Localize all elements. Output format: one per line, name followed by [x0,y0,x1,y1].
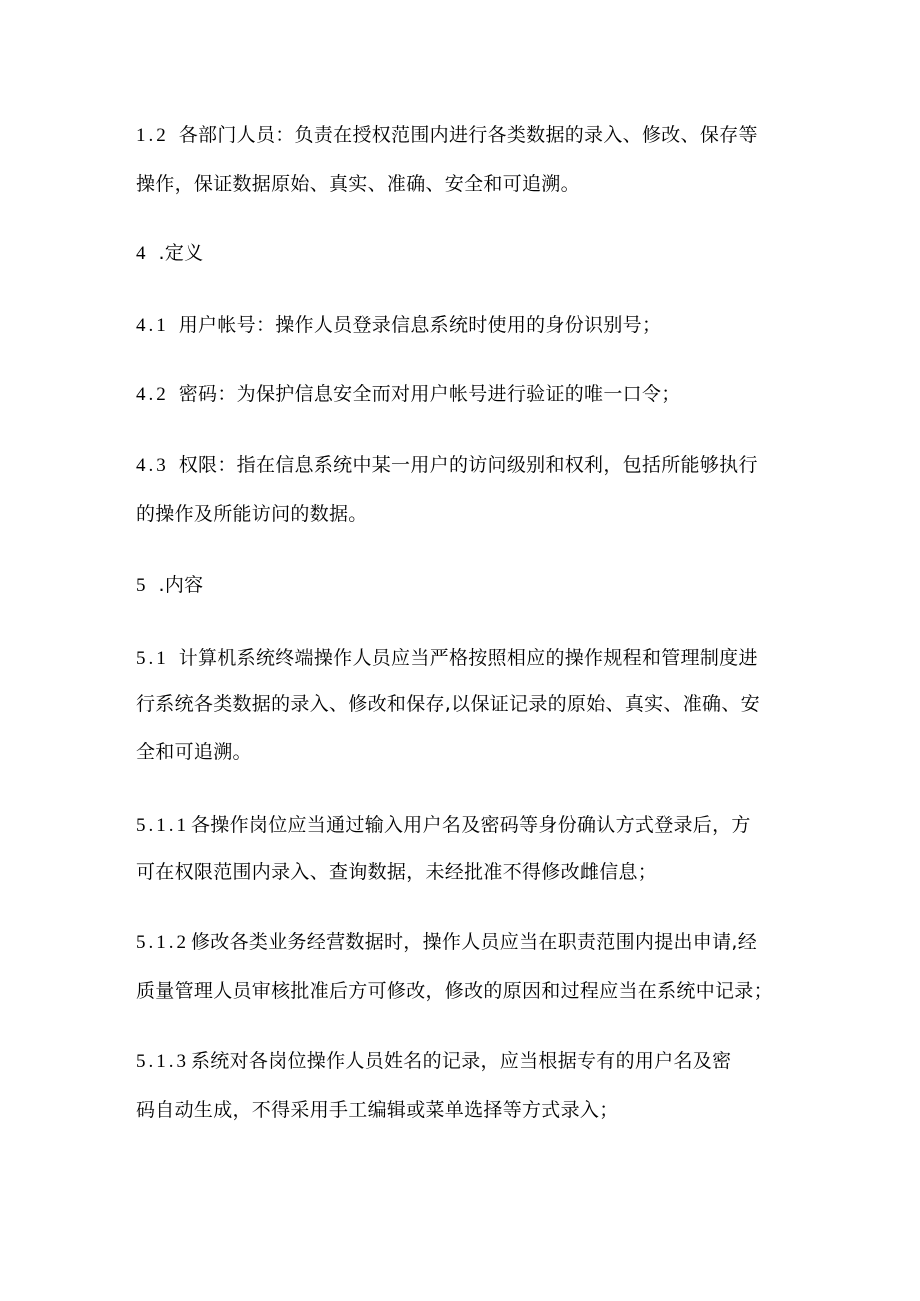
section-number: 4 [136,243,149,264]
section-1-2-line-2 [136,172,580,196]
paragraph-text: 各部门人员：负责在授权范围内进行各类数据的录入、修改、保存等 [178,124,758,146]
section-number: 5.1.1 [136,815,189,836]
paragraph-text: 系统对各岗位操作人员姓名的记录，应当根据专有的用户名及密 [191,1050,732,1072]
section-number: 5.1.2 [136,932,189,953]
paragraph-text: 修改各类业务经营数据时，操作人员应当在职责范围内提出申请,经 [191,931,758,953]
section-5-1-3-line-1 [136,1049,731,1074]
paragraph-text: 码自动生成，不得采用手工编辑或菜单选择等方式录入； [136,1099,619,1121]
section-5-1-3-line-2 [136,1098,619,1122]
section-5-1-1-line-1 [136,813,751,838]
paragraph-text: 密码：为保护信息安全而对用户帐号进行验证的唯一口令； [178,383,681,405]
section-5-1-line-3 [136,740,252,764]
paragraph-text: 质量管理人员审核批准后方可修改，修改的原因和过程应当在系统中记录； [136,980,773,1002]
section-5-heading [136,573,203,598]
section-5-1-1-line-2 [136,860,657,884]
section-number: 1.2 [136,125,169,146]
section-4-heading [136,241,203,266]
section-4-3-line-1 [136,453,758,478]
section-number: 4.1 [136,315,169,336]
paragraph-text: 用户帐号：操作人员登录信息系统时使用的身份识别号； [178,314,662,336]
heading-text: .定义 [158,242,204,264]
paragraph-text: 行系统各类数据的录入、修改和保存,以保证记录的原始、真实、准确、安 [136,693,760,715]
heading-text: .内容 [158,574,204,596]
paragraph-text: 操作，保证数据原始、真实、准确、安全和可追溯。 [136,173,580,195]
paragraph-text: 全和可追溯。 [136,741,252,763]
paragraph-text: 计算机系统终端操作人员应当严格按照相应的操作规程和管理制度进 [178,647,758,669]
section-number: 5.1.3 [136,1051,189,1072]
section-5-1-2-line-2 [136,979,773,1003]
section-number: 4.3 [136,455,169,476]
section-number: 5 [136,575,149,596]
section-number: 4.2 [136,384,169,405]
paragraph-text: 的操作及所能访问的数据。 [136,503,368,525]
section-5-1-line-1 [136,646,758,671]
section-5-1-2-line-1 [136,930,757,955]
section-number: 5.1 [136,648,169,669]
section-1-2-line-1 [136,123,758,148]
section-4-2-line-1 [136,382,681,407]
paragraph-text: 各操作岗位应当通过输入用户名及密码等身份确认方式登录后，方 [191,814,751,836]
section-4-1-line-1 [136,313,661,338]
paragraph-text: 可在权限范围内录入、查询数据，未经批准不得修改雌信息； [136,861,658,883]
section-4-3-line-2 [136,502,368,526]
section-5-1-line-2 [136,692,760,716]
paragraph-text: 权限：指在信息系统中某一用户的访问级别和权利，包括所能够执行 [178,454,758,476]
